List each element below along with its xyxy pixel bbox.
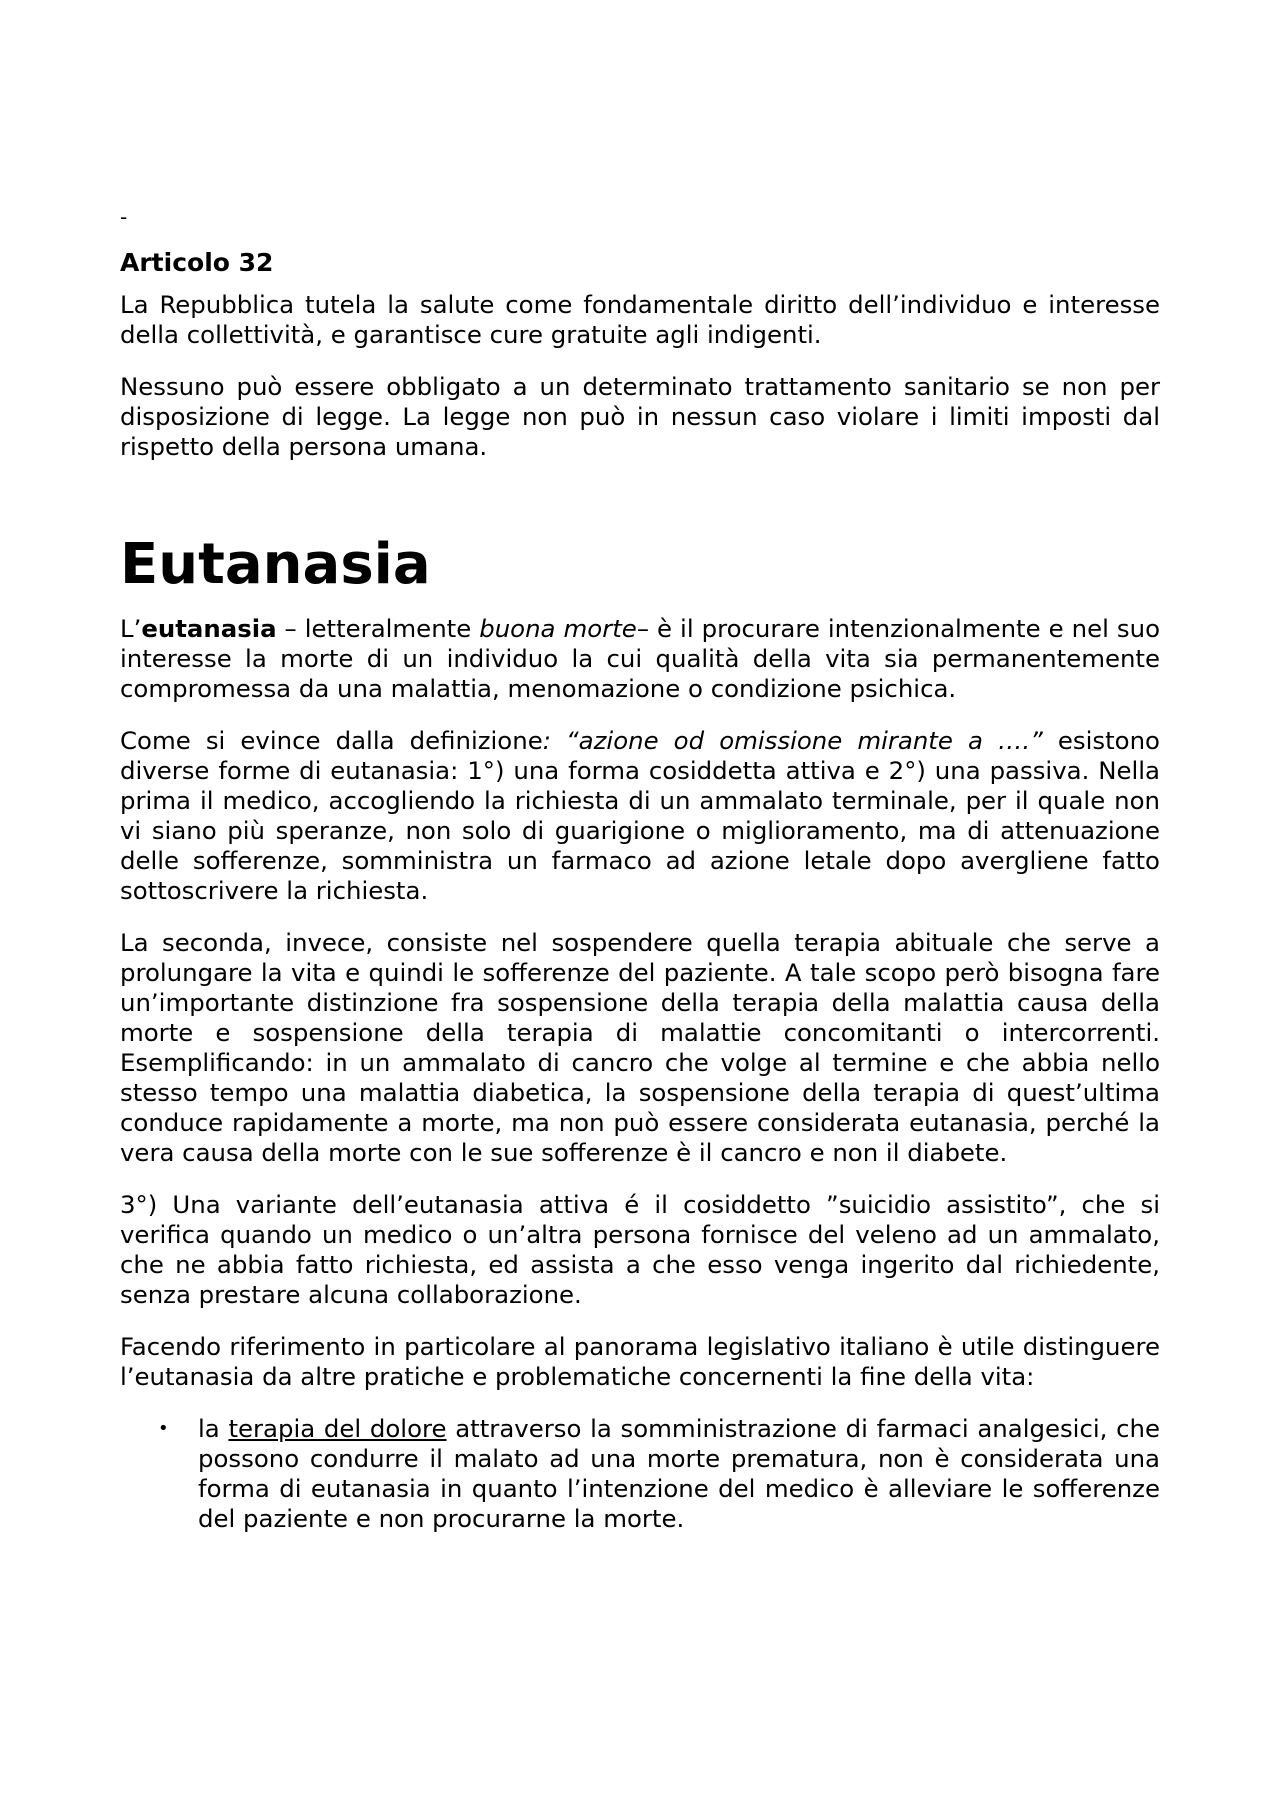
terapia-del-dolore-link[interactable]: terapia del dolore [228, 1414, 447, 1443]
bullet-icon: • [158, 1418, 169, 1439]
dash-marker: - [120, 205, 128, 229]
forms-prefix: Come si evince dalla definizione [120, 726, 543, 755]
intro-rest: – è il procurare intenzionalmente e nel suo interesse la morte di un individuo la cui qualità della vita sia permanentemente compromessa da una malattia, menomazione o condizione psichica. [120, 614, 1160, 703]
forms-quote: : “azione od omissione mirante a ….” [542, 726, 1043, 755]
document-page [120, 202, 1160, 1534]
list-item [120, 1414, 1160, 1534]
intro-paragraph [120, 614, 1160, 704]
bullet-list [120, 1414, 1160, 1534]
article-paragraph-1: La Repubblica tutela la salute come fondamentale diritto dell’individuo e interesse della collettività, e garantisce cure gratuite agli indigenti. [120, 290, 1160, 349]
article-title: Articolo 32 [120, 248, 274, 277]
forms-rest: esistono diverse forme di eutanasia: 1°) una forma cosiddetta attiva e 2°) una passiva. Nella prima il medico, accogliendo la richiesta di un ammalato terminale, per il quale non vi siano più speranze, non solo di guarigione o miglioramento, ma di attenuazione delle sofferenze, somministra un farmaco ad azione letale dopo avergliene fatto sottoscrivere la richiesta. [120, 726, 1160, 905]
intro-prefix: L’ [120, 614, 142, 643]
second-paragraph: La seconda, invece, consiste nel sospendere quella terapia abituale che serve a prolungare la vita e quindi le sofferenze del paziente. A tale scopo però bisogna fare un’importante distinzione fra sospensione della terapia della malattia causa della morte e sospensione della terapia di malattie concomitanti o intercorrenti. Esemplificando: in un ammalato di cancro che volge al termine e che abbia nello stesso tempo una malattia diabetica, la sospensione della terapia di quest’ultima conduce rapidamente a morte, ma non può essere considerata eutanasia, perché la vera causa della morte con le sue sofferenze è il cancro e non il diabete. [120, 928, 1160, 1167]
third-paragraph: 3°) Una variante dell’eutanasia attiva é il cosiddetto ”suicidio assistito”, che si verifica quando un medico o un’altra persona fornisce del veleno ad un ammalato, che ne abbia fatto richiesta, ed assista a che esso venga ingerito dal richiedente, senza prestare alcuna collaborazione. [120, 1190, 1160, 1309]
legislative-paragraph: Facendo riferimento in particolare al panorama legislativo italiano è utile distinguere l’eutanasia da altre pratiche e problematiche concernenti la fine della vita: [120, 1332, 1160, 1391]
intro-mid: – letteralmente [276, 614, 480, 643]
page-heading: Eutanasia [120, 532, 431, 597]
intro-bold-term: eutanasia [141, 614, 277, 643]
bullet-prefix: la [198, 1414, 229, 1443]
forms-paragraph [120, 726, 1160, 906]
intro-italic-term: buona morte [479, 614, 637, 643]
bullet-rest: attraverso la somministrazione di farmaci analgesici, che possono condurre il malato ad una morte prematura, non è considerata una forma di eutanasia in quanto l’intenzione del medico è alleviare le sofferenze del paziente e non procurarne la morte. [198, 1414, 1160, 1533]
article-paragraph-2: Nessuno può essere obbligato a un determinato trattamento sanitario se non per disposizione di legge. La legge non può in nessun caso violare i limiti imposti dal rispetto della persona umana. [120, 372, 1160, 461]
